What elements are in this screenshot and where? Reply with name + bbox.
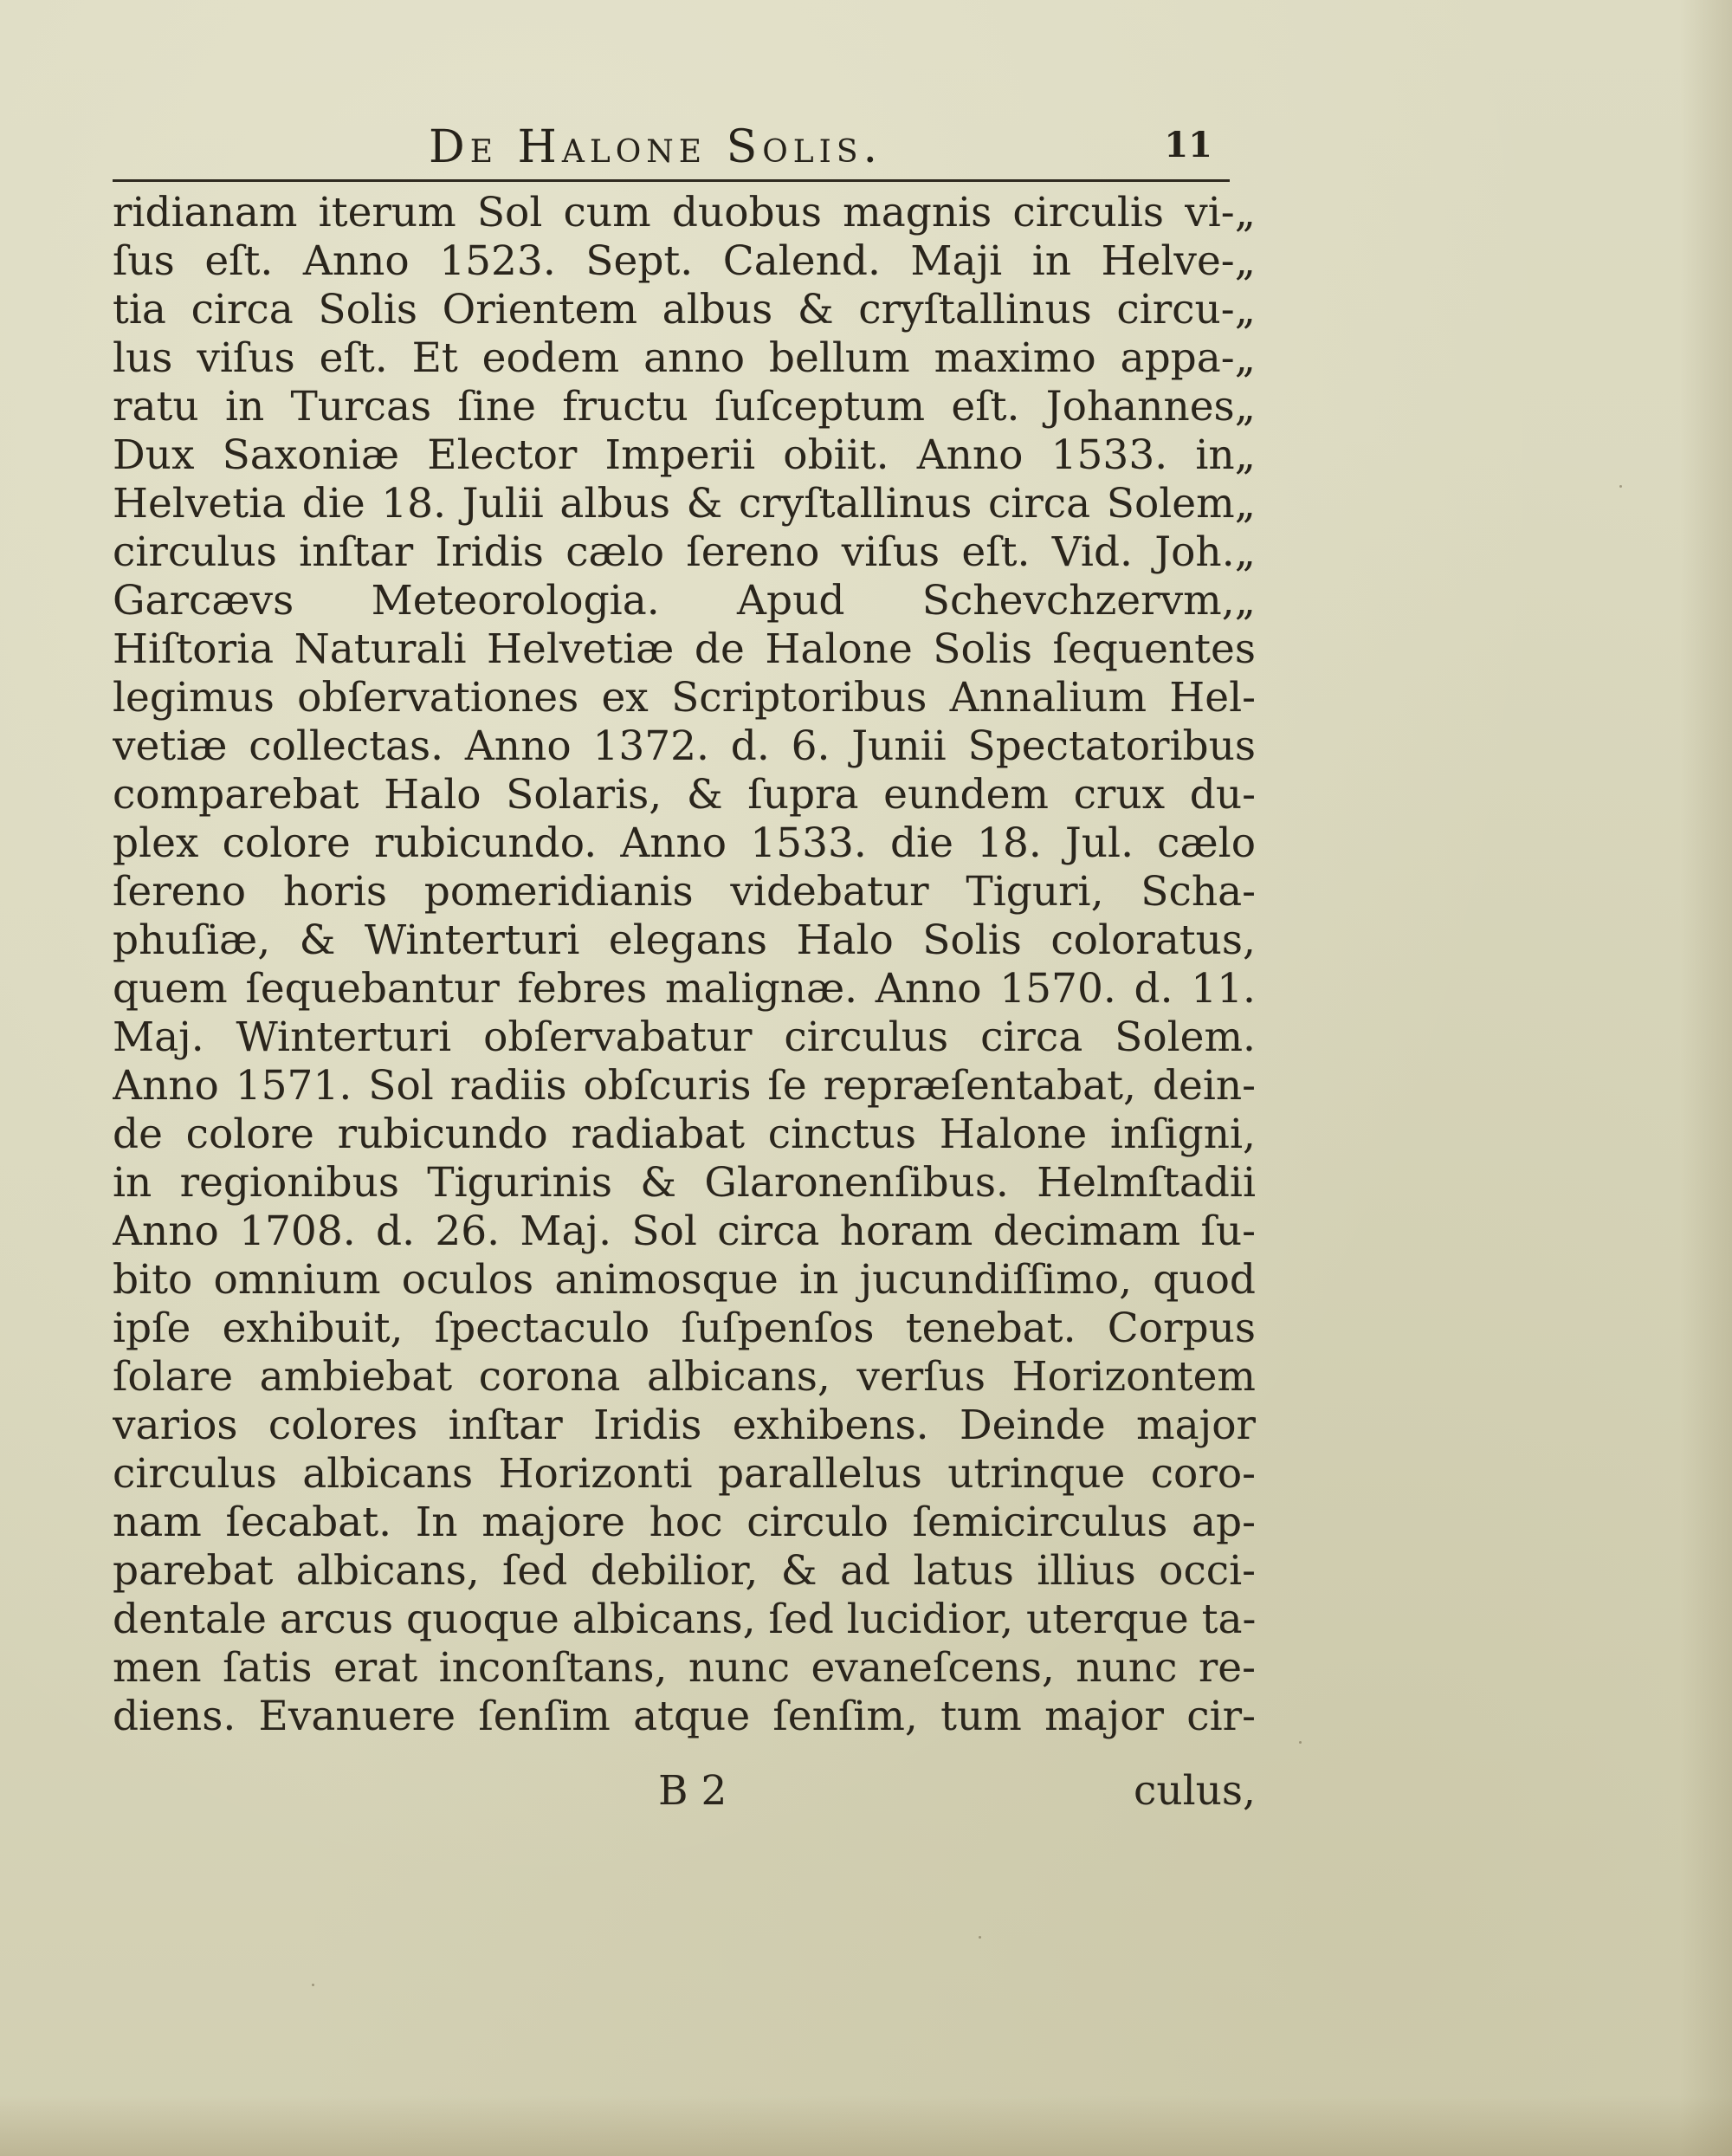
text-line: phuſiæ, & Winterturi elegans Halo Solis coloratus,	[113, 916, 1256, 964]
text-line: dentale arcus quoque albicans, ſed lucidior, uterque ta-	[113, 1596, 1256, 1643]
text-line: circulus inſtar Iridis cælo ſereno viſus eſt. Vid. Joh.„	[113, 528, 1256, 576]
text-line: tia circa Solis Orientem albus & cryſtallinus circu-„	[113, 286, 1256, 333]
text-line: de colore rubicundo radiabat cinctus Halone inſigni,	[113, 1110, 1256, 1158]
text-line: ſereno horis pomeridianis videbatur Tiguri, Scha-	[113, 868, 1256, 916]
text-line: in regionibus Tigurinis & Glaronenſibus. Helmſtadii	[113, 1159, 1256, 1207]
text-line: Helvetia die 18. Julii albus & cryſtallinus circa Solem„	[113, 480, 1256, 528]
text-line: Anno 1571. Sol radiis obſcuris ſe repræſentabat, dein-	[113, 1062, 1256, 1110]
text-line: circulus albicans Horizonti parallelus utrinque coro-	[113, 1450, 1256, 1498]
text-line: Anno 1708. d. 26. Maj. Sol circa horam decimam ſu-	[113, 1207, 1256, 1255]
text-line: ipſe exhibuit, ſpectaculo ſuſpenſos tenebat. Corpus	[113, 1305, 1256, 1352]
text-line: Dux Saxoniæ Elector Imperii obiit. Anno 1533. in„	[113, 431, 1256, 479]
text-line: ſus eſt. Anno 1523. Sept. Calend. Maji in Helve-„	[113, 237, 1256, 285]
text-line: ridianam iterum Sol cum duobus magnis circulis vi-„	[113, 189, 1256, 236]
paper-speck	[1619, 485, 1622, 488]
text-line: parebat albicans, ſed debilior, & ad latus illius occi-	[113, 1547, 1256, 1595]
paper-speck	[1299, 1741, 1302, 1744]
text-line: vetiæ collectas. Anno 1372. d. 6. Junii Spectatoribus	[113, 722, 1256, 770]
text-line: ſolare ambiebat corona albicans, verſus Horizontem	[113, 1353, 1256, 1401]
page-footer	[113, 1767, 1256, 1819]
text-line: bito omnium oculos animosque in jucundiſſimo, quod	[113, 1256, 1256, 1304]
text-line: ratu in Turcas ſine fructu ſuſceptum eſt. Johannes„	[113, 383, 1256, 431]
text-line: plex colore rubicundo. Anno 1533. die 18. Jul. cælo	[113, 819, 1256, 867]
text-line: comparebat Halo Solaris, & ſupra eundem crux du-	[113, 771, 1256, 819]
text-line: nam ſecabat. In majore hoc circulo ſemicirculus ap-	[113, 1499, 1256, 1546]
text-line: varios colores inſtar Iridis exhibens. Deinde major	[113, 1402, 1256, 1449]
signature-mark: B 2	[658, 1767, 727, 1815]
text-line: Hiſtoria Naturali Helvetiæ de Halone Solis ſequentes	[113, 625, 1256, 673]
page-bottom-stain	[0, 2095, 1732, 2156]
text-line: Maj. Winterturi obſervabatur circulus circa Solem.	[113, 1013, 1256, 1061]
page-number: 11	[1164, 125, 1212, 165]
running-title: De Halone Solis.	[429, 121, 883, 173]
text-line: men ſatis erat inconſtans, nunc evaneſcens, nunc re-	[113, 1644, 1256, 1692]
paper-speck	[312, 1984, 314, 1986]
text-line: diens. Evanuere ſenſim atque ſenſim, tum major cir-	[113, 1693, 1256, 1740]
text-line: quem ſequebantur febres malignæ. Anno 1570. d. 11.	[113, 965, 1256, 1013]
body-text	[113, 189, 1256, 1741]
page-edge-shadow	[1680, 0, 1732, 2156]
paper-speck	[979, 1936, 981, 1939]
text-line: legimus obſervationes ex Scriptoribus Annalium Hel-	[113, 674, 1256, 722]
text-line: Garcævs Meteorologia. Apud Schevchzervm,„	[113, 577, 1256, 625]
page-header	[113, 121, 1230, 177]
text-line: lus viſus eſt. Et eodem anno bellum maximo appa-„	[113, 334, 1256, 382]
header-rule	[113, 179, 1230, 182]
catchword: culus,	[1134, 1767, 1256, 1815]
